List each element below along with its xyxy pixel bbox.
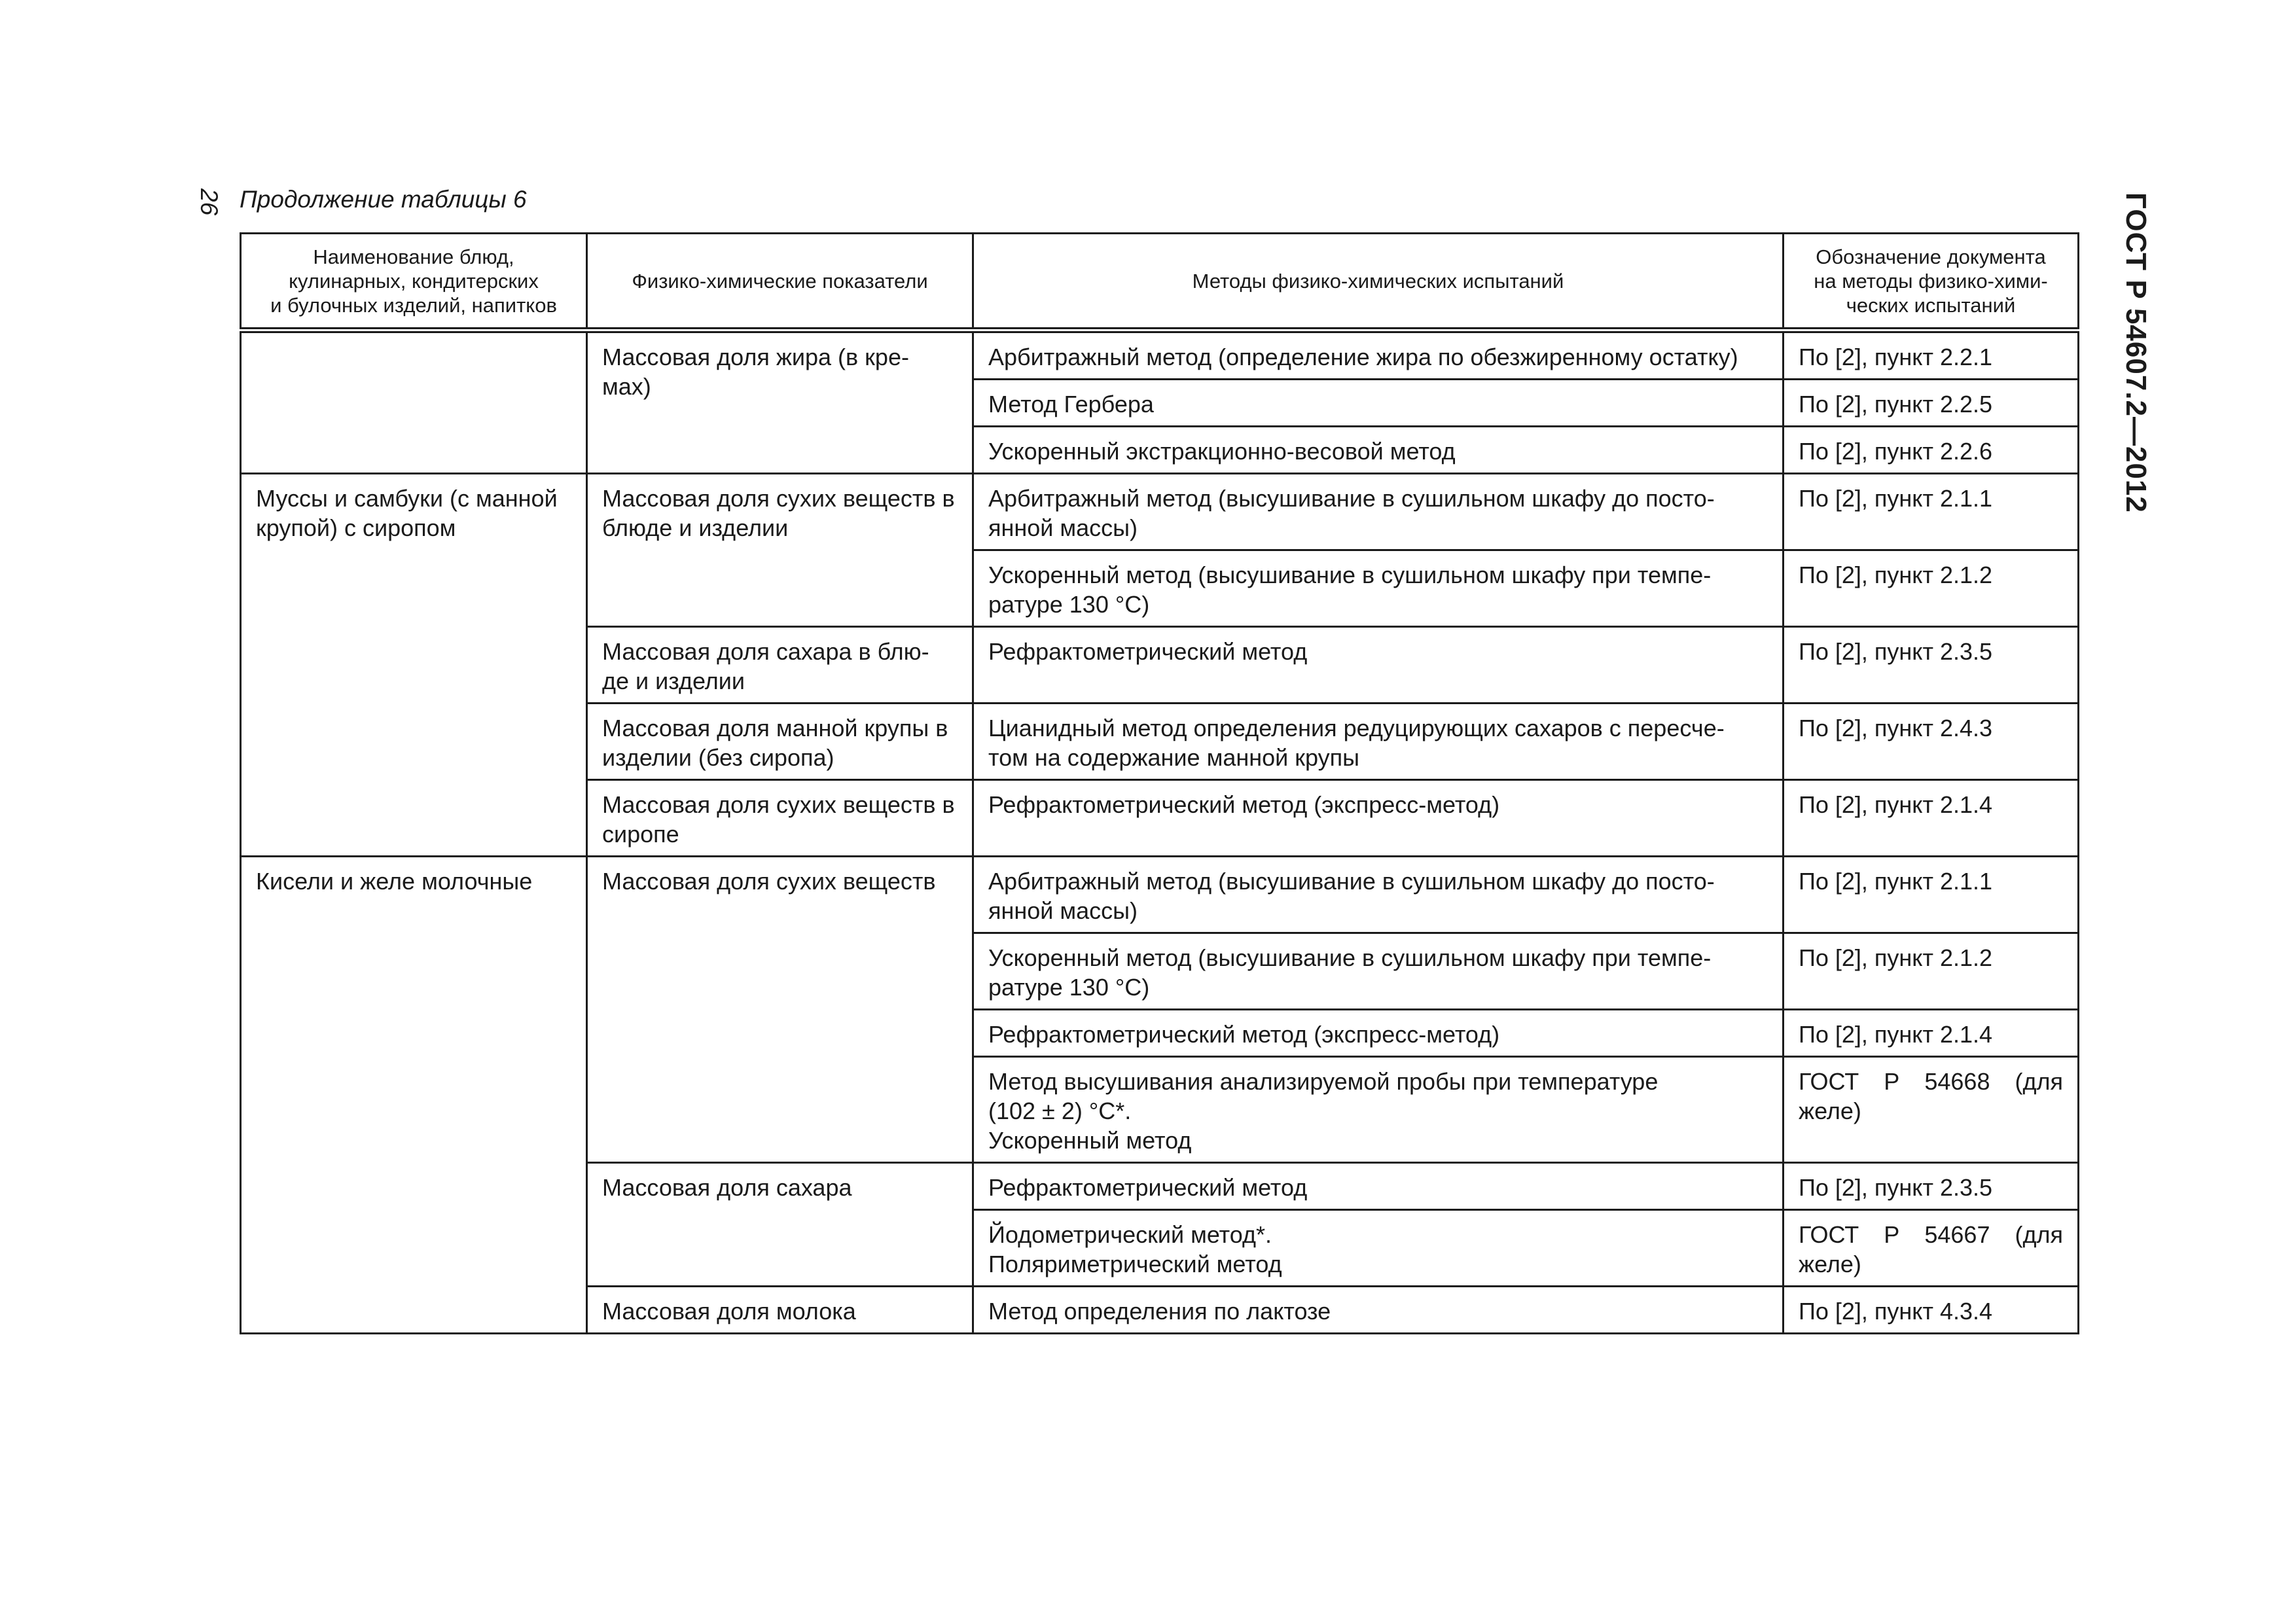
method-cell: Арбитражный метод (высушивание в сушильном шкафу до посто- янной массы) (973, 857, 1784, 933)
indicator-cell: Массовая доля жира (в кре- мах) (587, 330, 973, 474)
method-cell: Метод высушивания анализируемой пробы при температуре (102 ± 2) °С*. Ускоренный метод (973, 1057, 1784, 1163)
document-cell: ГОСТ Р 54667 (для желе) (1784, 1210, 2079, 1287)
indicator-cell: Массовая доля сахара (587, 1163, 973, 1287)
table-row (241, 330, 2079, 380)
document-cell: По [2], пункт 2.4.3 (1784, 704, 2079, 780)
document-cell: По [2], пункт 2.1.4 (1784, 1010, 2079, 1057)
header-method: Методы физико-химических испытаний (973, 234, 1784, 330)
product-cell: Кисели и желе молочные (241, 857, 587, 1334)
method-cell: Метод Гербера (973, 380, 1784, 427)
indicator-cell: Массовая доля сухих веществ (587, 857, 973, 1163)
document-cell: По [2], пункт 2.2.1 (1784, 330, 2079, 380)
document-code: ГОСТ Р 54607.2—2012 (2120, 192, 2152, 513)
method-cell: Рефрактометрический метод (973, 1163, 1784, 1210)
method-cell: Рефрактометрический метод (973, 627, 1784, 704)
document-cell: По [2], пункт 2.1.1 (1784, 474, 2079, 550)
document-cell: По [2], пункт 2.3.5 (1784, 627, 2079, 704)
method-cell: Ускоренный метод (высушивание в сушильном шкафу при темпе- ратуре 130 °С) (973, 933, 1784, 1010)
document-cell: По [2], пункт 2.1.4 (1784, 780, 2079, 857)
table-row (241, 474, 2079, 550)
method-cell: Арбитражный метод (высушивание в сушильном шкафу до посто- янной массы) (973, 474, 1784, 550)
methods-table (240, 232, 2079, 1334)
header-indicator: Физико-химические показатели (587, 234, 973, 330)
document-cell: По [2], пункт 4.3.4 (1784, 1287, 2079, 1334)
method-cell: Ускоренный экстракционно-весовой метод (973, 427, 1784, 474)
document-cell: По [2], пункт 2.2.6 (1784, 427, 2079, 474)
document-cell: ГОСТ Р 54668 (для желе) (1784, 1057, 2079, 1163)
method-cell: Арбитражный метод (определение жира по обезжиренному остатку) (973, 330, 1784, 380)
method-cell: Цианидный метод определения редуцирующих сахаров с пересче- том на содержание манной крупы (973, 704, 1784, 780)
indicator-cell: Массовая доля сахара в блю- де и изделии (587, 627, 973, 704)
document-cell: По [2], пункт 2.3.5 (1784, 1163, 2079, 1210)
indicator-cell: Массовая доля сухих веществ в сиропе (587, 780, 973, 857)
table-row (241, 857, 2079, 933)
indicator-cell: Массовая доля сухих веществ в блюде и изделии (587, 474, 973, 627)
page-number: 26 (196, 188, 223, 216)
header-product: Наименование блюд, кулинарных, кондитерских и булочных изделий, напитков (241, 234, 587, 330)
indicator-cell: Массовая доля молока (587, 1287, 973, 1334)
method-cell: Рефрактометрический метод (экспресс-метод) (973, 780, 1784, 857)
method-cell: Метод определения по лактозе (973, 1287, 1784, 1334)
document-cell: По [2], пункт 2.1.2 (1784, 933, 2079, 1010)
document-cell: По [2], пункт 2.1.2 (1784, 550, 2079, 627)
document-cell: По [2], пункт 2.2.5 (1784, 380, 2079, 427)
product-cell: Муссы и самбуки (с манной крупой) с сиропом (241, 474, 587, 857)
method-cell: Ускоренный метод (высушивание в сушильном шкафу при темпе- ратуре 130 °С) (973, 550, 1784, 627)
header-document: Обозначение документа на методы физико-хими- ческих испытаний (1784, 234, 2079, 330)
method-cell: Рефрактометрический метод (экспресс-метод) (973, 1010, 1784, 1057)
indicator-cell: Массовая доля манной крупы в изделии (без сиропа) (587, 704, 973, 780)
table-caption: Продолжение таблицы 6 (240, 186, 527, 213)
document-cell: По [2], пункт 2.1.1 (1784, 857, 2079, 933)
product-cell (241, 330, 587, 474)
method-cell: Йодометрический метод*. Поляриметрический метод (973, 1210, 1784, 1287)
table-header-row (241, 234, 2079, 330)
